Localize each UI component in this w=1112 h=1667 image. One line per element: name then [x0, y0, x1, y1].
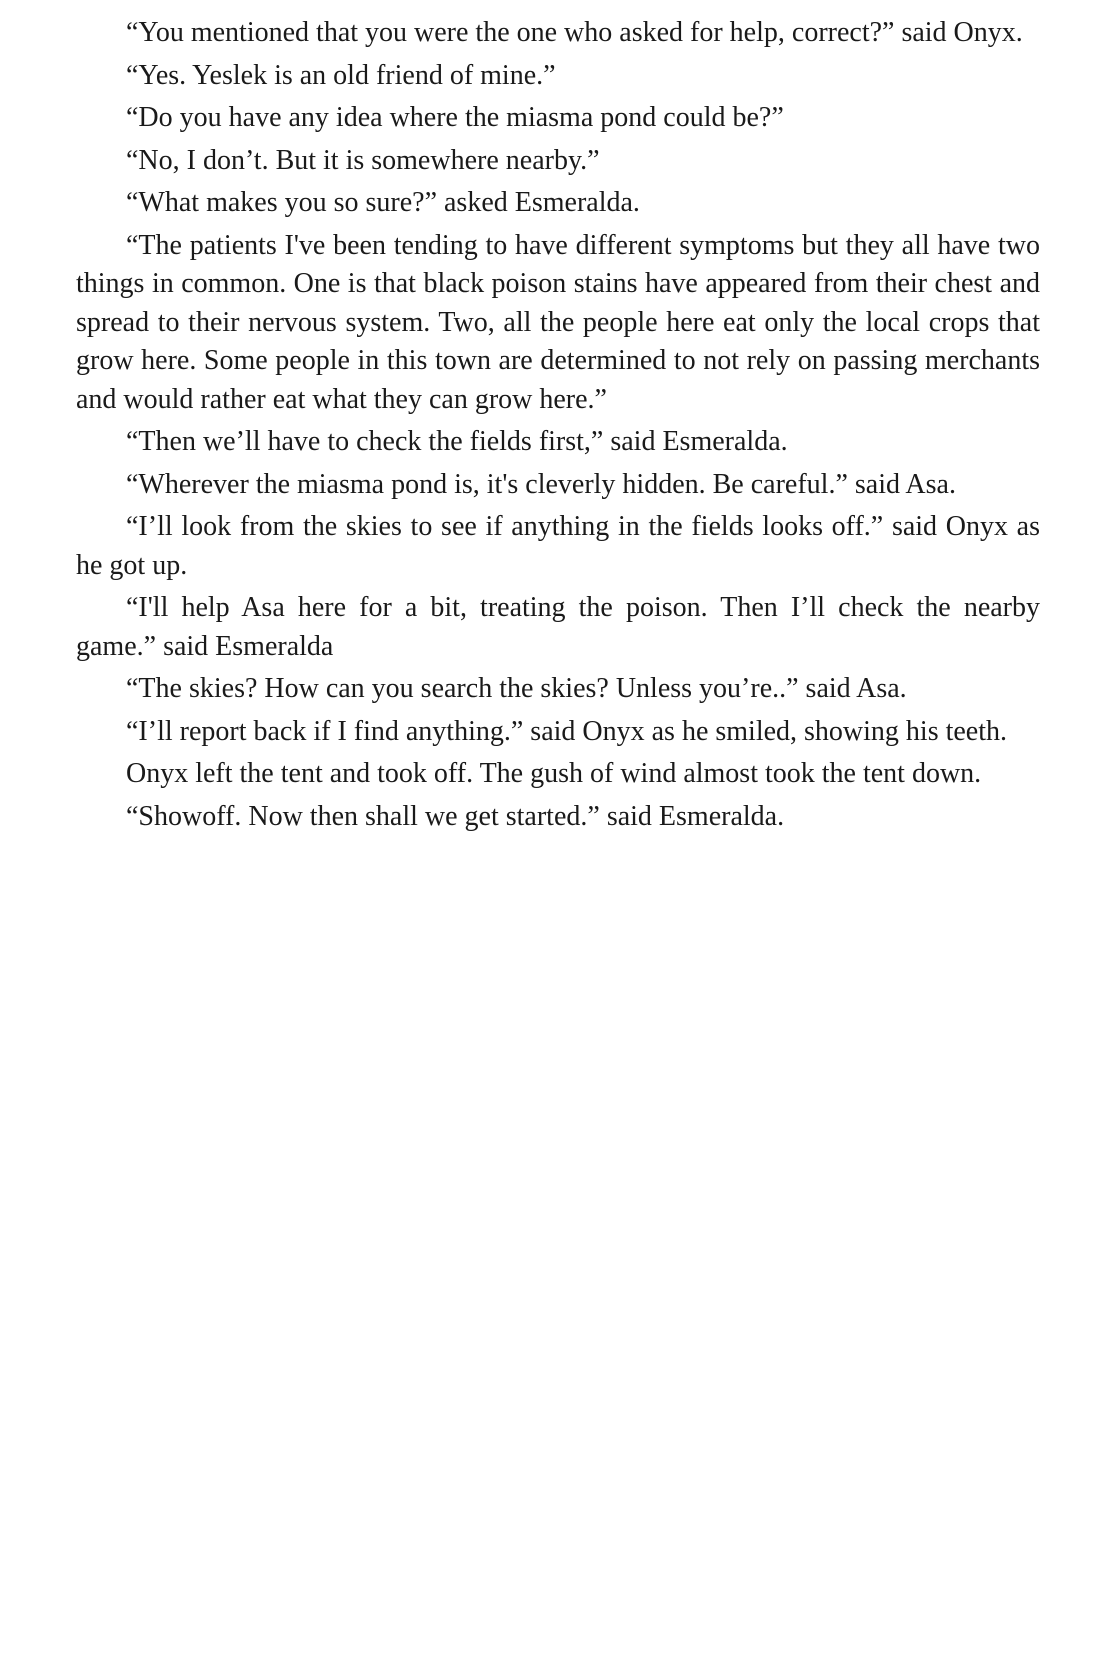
paragraph: “I'll help Asa here for a bit, treating the poison. Then I’ll check the nearby game.” said Esmeralda: [76, 592, 1040, 662]
paragraph: “The skies? How can you search the skies? Unless you’re..” said Asa.: [126, 673, 907, 704]
paragraph: “No, I don’t. But it is somewhere nearby.”: [126, 144, 600, 176]
paragraph: “Then we’ll have to check the fields first,” said Esmeralda.: [126, 426, 788, 457]
paragraph: Onyx left the tent and took off. The gush of wind almost took the tent down.: [126, 758, 982, 789]
paragraph: “Showoff. Now then shall we get started.” said Esmeralda.: [126, 800, 785, 832]
paragraph: “Wherever the miasma pond is, it's cleverly hidden. Be careful.” said Asa.: [126, 468, 956, 500]
paragraph: “I’ll report back if I find anything.” said Onyx as he smiled, showing his teeth.: [126, 715, 1008, 747]
paragraph: “You mentioned that you were the one who asked for help, correct?” said Onyx.: [126, 17, 1023, 48]
paragraph: “The patients I've been tending to have different symptoms but they all have two things in common. One is that black poison stains have appeared from their chest and spread to their nervous system. Two, all the people here eat only the local crops that grow here. Some people in this town are determined to not rely on passing merchants and would rather eat what they can grow here.”: [76, 229, 1040, 415]
paragraph: “Yes. Yeslek is an old friend of mine.”: [126, 59, 556, 91]
paragraph: “I’ll look from the skies to see if anything in the fields looks off.” said Onyx as he got up.: [76, 511, 1040, 581]
document-page: [76, 14, 1040, 840]
paragraph: “What makes you so sure?” asked Esmeralda.: [126, 187, 640, 218]
paragraph: “Do you have any idea where the miasma pond could be?”: [126, 102, 784, 133]
